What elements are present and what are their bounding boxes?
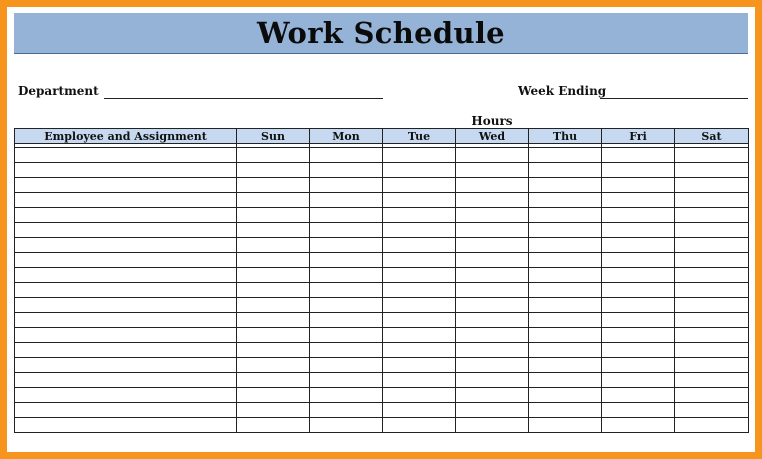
- employee-cell[interactable]: [15, 328, 237, 343]
- hours-cell[interactable]: [456, 298, 529, 313]
- col-header-mon: Mon: [310, 129, 383, 144]
- hours-cell[interactable]: [310, 283, 383, 298]
- hours-cell[interactable]: [456, 268, 529, 283]
- hours-cell[interactable]: [675, 388, 749, 403]
- table-row: [15, 178, 749, 193]
- employee-cell[interactable]: [15, 373, 237, 388]
- employee-cell[interactable]: [15, 268, 237, 283]
- hours-cell[interactable]: [675, 178, 749, 193]
- table-row: [15, 418, 749, 433]
- hours-cell[interactable]: [529, 268, 602, 283]
- employee-cell[interactable]: [15, 208, 237, 223]
- hours-cell[interactable]: [383, 298, 456, 313]
- hours-cell[interactable]: [310, 253, 383, 268]
- hours-cell[interactable]: [602, 298, 675, 313]
- hours-cell[interactable]: [529, 388, 602, 403]
- hours-cell[interactable]: [602, 373, 675, 388]
- hours-cell[interactable]: [675, 328, 749, 343]
- page-title: Work Schedule: [257, 16, 505, 50]
- employee-cell[interactable]: [15, 298, 237, 313]
- hours-cell[interactable]: [602, 163, 675, 178]
- hours-cell[interactable]: [383, 418, 456, 433]
- employee-cell[interactable]: [15, 193, 237, 208]
- title-bar: [14, 13, 748, 54]
- hours-cell[interactable]: [237, 373, 310, 388]
- table-row: [15, 208, 749, 223]
- hours-cell[interactable]: [675, 238, 749, 253]
- hours-cell[interactable]: [529, 313, 602, 328]
- hours-cell[interactable]: [529, 373, 602, 388]
- hours-cell[interactable]: [675, 163, 749, 178]
- hours-cell[interactable]: [529, 163, 602, 178]
- table-row: [15, 373, 749, 388]
- hours-cell[interactable]: [383, 193, 456, 208]
- employee-cell[interactable]: [15, 283, 237, 298]
- hours-cell[interactable]: [675, 208, 749, 223]
- hours-cell[interactable]: [310, 208, 383, 223]
- hours-cell[interactable]: [310, 328, 383, 343]
- hours-cell[interactable]: [383, 208, 456, 223]
- hours-cell[interactable]: [237, 223, 310, 238]
- week-ending-label: Week Ending: [518, 84, 607, 98]
- hours-cell[interactable]: [310, 193, 383, 208]
- hours-cell[interactable]: [529, 208, 602, 223]
- hours-cell[interactable]: [529, 328, 602, 343]
- hours-cell[interactable]: [383, 328, 456, 343]
- hours-cell[interactable]: [602, 208, 675, 223]
- hours-cell[interactable]: [675, 358, 749, 373]
- table-row: [15, 298, 749, 313]
- hours-cell[interactable]: [310, 268, 383, 283]
- hours-cell[interactable]: [456, 403, 529, 418]
- hours-cell[interactable]: [456, 343, 529, 358]
- hours-cell[interactable]: [237, 193, 310, 208]
- hours-cell[interactable]: [675, 193, 749, 208]
- hours-cell[interactable]: [602, 328, 675, 343]
- hours-cell[interactable]: [456, 253, 529, 268]
- col-header-wed: Wed: [456, 129, 529, 144]
- hours-cell[interactable]: [310, 238, 383, 253]
- hours-cell[interactable]: [310, 313, 383, 328]
- employee-cell[interactable]: [15, 388, 237, 403]
- hours-cell[interactable]: [675, 403, 749, 418]
- hours-cell[interactable]: [529, 148, 602, 163]
- table-row: [15, 238, 749, 253]
- table-row: [15, 358, 749, 373]
- hours-cell[interactable]: [237, 268, 310, 283]
- hours-cell[interactable]: [602, 403, 675, 418]
- table-header-row: [15, 129, 749, 144]
- department-label: Department: [18, 84, 99, 98]
- hours-cell[interactable]: [675, 298, 749, 313]
- hours-cell[interactable]: [529, 418, 602, 433]
- table-row: [15, 268, 749, 283]
- hours-cell[interactable]: [237, 148, 310, 163]
- hours-cell[interactable]: [383, 358, 456, 373]
- employee-cell[interactable]: [15, 343, 237, 358]
- hours-cell[interactable]: [237, 418, 310, 433]
- hours-cell[interactable]: [383, 313, 456, 328]
- hours-cell[interactable]: [675, 283, 749, 298]
- hours-cell[interactable]: [237, 343, 310, 358]
- hours-cell[interactable]: [383, 223, 456, 238]
- table-row: [15, 148, 749, 163]
- hours-cell[interactable]: [675, 148, 749, 163]
- hours-cell[interactable]: [456, 313, 529, 328]
- hours-cell[interactable]: [237, 283, 310, 298]
- col-header-sat: Sat: [675, 129, 749, 144]
- hours-cell[interactable]: [456, 163, 529, 178]
- hours-cell[interactable]: [456, 328, 529, 343]
- hours-cell[interactable]: [675, 343, 749, 358]
- hours-cell[interactable]: [383, 283, 456, 298]
- hours-cell[interactable]: [529, 253, 602, 268]
- hours-cell[interactable]: [237, 238, 310, 253]
- hours-cell[interactable]: [675, 268, 749, 283]
- hours-cell[interactable]: [383, 178, 456, 193]
- table-row: [15, 403, 749, 418]
- employee-cell[interactable]: [15, 253, 237, 268]
- table-row: [15, 163, 749, 178]
- hours-cell[interactable]: [383, 163, 456, 178]
- hours-cell[interactable]: [529, 193, 602, 208]
- table-row: [15, 388, 749, 403]
- hours-cell[interactable]: [237, 178, 310, 193]
- col-header-tue: Tue: [383, 129, 456, 144]
- hours-cell[interactable]: [310, 403, 383, 418]
- hours-cell[interactable]: [602, 283, 675, 298]
- employee-cell[interactable]: [15, 418, 237, 433]
- employee-cell[interactable]: [15, 358, 237, 373]
- department-field[interactable]: [104, 98, 383, 99]
- hours-cell[interactable]: [602, 418, 675, 433]
- hours-cell[interactable]: [602, 343, 675, 358]
- hours-cell[interactable]: [310, 223, 383, 238]
- hours-cell[interactable]: [456, 283, 529, 298]
- hours-cell[interactable]: [310, 418, 383, 433]
- hours-cell[interactable]: [237, 388, 310, 403]
- hours-cell[interactable]: [383, 373, 456, 388]
- hours-cell[interactable]: [602, 388, 675, 403]
- hours-label: Hours: [471, 114, 513, 128]
- hours-cell[interactable]: [383, 343, 456, 358]
- hours-cell[interactable]: [456, 373, 529, 388]
- hours-cell[interactable]: [602, 193, 675, 208]
- employee-cell[interactable]: [15, 163, 237, 178]
- hours-cell[interactable]: [456, 178, 529, 193]
- employee-cell[interactable]: [15, 403, 237, 418]
- hours-cell[interactable]: [237, 328, 310, 343]
- hours-cell[interactable]: [310, 358, 383, 373]
- employee-cell[interactable]: [15, 148, 237, 163]
- table-row: [15, 328, 749, 343]
- hours-cell[interactable]: [237, 253, 310, 268]
- hours-cell[interactable]: [602, 148, 675, 163]
- hours-cell[interactable]: [383, 403, 456, 418]
- hours-cell[interactable]: [675, 418, 749, 433]
- hours-cell[interactable]: [602, 178, 675, 193]
- hours-cell[interactable]: [602, 238, 675, 253]
- employee-cell[interactable]: [15, 313, 237, 328]
- hours-cell[interactable]: [675, 223, 749, 238]
- hours-cell[interactable]: [237, 163, 310, 178]
- hours-cell[interactable]: [383, 148, 456, 163]
- hours-cell[interactable]: [675, 253, 749, 268]
- employee-cell[interactable]: [15, 223, 237, 238]
- hours-cell[interactable]: [310, 163, 383, 178]
- week-ending-field[interactable]: [600, 98, 748, 99]
- hours-cell[interactable]: [456, 238, 529, 253]
- hours-cell[interactable]: [237, 403, 310, 418]
- hours-cell[interactable]: [602, 223, 675, 238]
- table-row: [15, 313, 749, 328]
- hours-cell[interactable]: [456, 208, 529, 223]
- hours-cell[interactable]: [529, 298, 602, 313]
- table-row: [15, 223, 749, 238]
- hours-cell[interactable]: [237, 298, 310, 313]
- hours-cell[interactable]: [310, 148, 383, 163]
- hours-cell[interactable]: [310, 388, 383, 403]
- hours-cell[interactable]: [675, 313, 749, 328]
- hours-cell[interactable]: [602, 358, 675, 373]
- hours-cell[interactable]: [383, 253, 456, 268]
- col-header-thu: Thu: [529, 129, 602, 144]
- hours-cell[interactable]: [456, 193, 529, 208]
- table-row: [15, 253, 749, 268]
- hours-cell[interactable]: [529, 358, 602, 373]
- col-header-fri: Fri: [602, 129, 675, 144]
- employee-cell[interactable]: [15, 178, 237, 193]
- hours-cell[interactable]: [383, 388, 456, 403]
- hours-cell[interactable]: [310, 178, 383, 193]
- hours-cell[interactable]: [529, 238, 602, 253]
- col-header-sun: Sun: [237, 129, 310, 144]
- hours-cell[interactable]: [237, 313, 310, 328]
- employee-cell[interactable]: [15, 238, 237, 253]
- hours-cell[interactable]: [237, 358, 310, 373]
- hours-cell[interactable]: [456, 148, 529, 163]
- hours-cell[interactable]: [675, 373, 749, 388]
- hours-cell[interactable]: [529, 223, 602, 238]
- hours-cell[interactable]: [529, 343, 602, 358]
- hours-cell[interactable]: [383, 268, 456, 283]
- hours-cell[interactable]: [310, 343, 383, 358]
- hours-cell[interactable]: [529, 283, 602, 298]
- hours-cell[interactable]: [310, 373, 383, 388]
- hours-cell[interactable]: [602, 268, 675, 283]
- hours-cell[interactable]: [456, 358, 529, 373]
- hours-cell[interactable]: [602, 313, 675, 328]
- hours-cell[interactable]: [310, 298, 383, 313]
- hours-cell[interactable]: [383, 238, 456, 253]
- col-header-employee: Employee and Assignment: [15, 129, 237, 144]
- hours-cell[interactable]: [529, 178, 602, 193]
- hours-cell[interactable]: [456, 418, 529, 433]
- table-row: [15, 343, 749, 358]
- hours-cell[interactable]: [529, 403, 602, 418]
- hours-cell[interactable]: [237, 208, 310, 223]
- hours-cell[interactable]: [456, 223, 529, 238]
- table-row: [15, 283, 749, 298]
- hours-cell[interactable]: [602, 253, 675, 268]
- table-row: [15, 193, 749, 208]
- hours-cell[interactable]: [456, 388, 529, 403]
- schedule-table: [14, 128, 749, 433]
